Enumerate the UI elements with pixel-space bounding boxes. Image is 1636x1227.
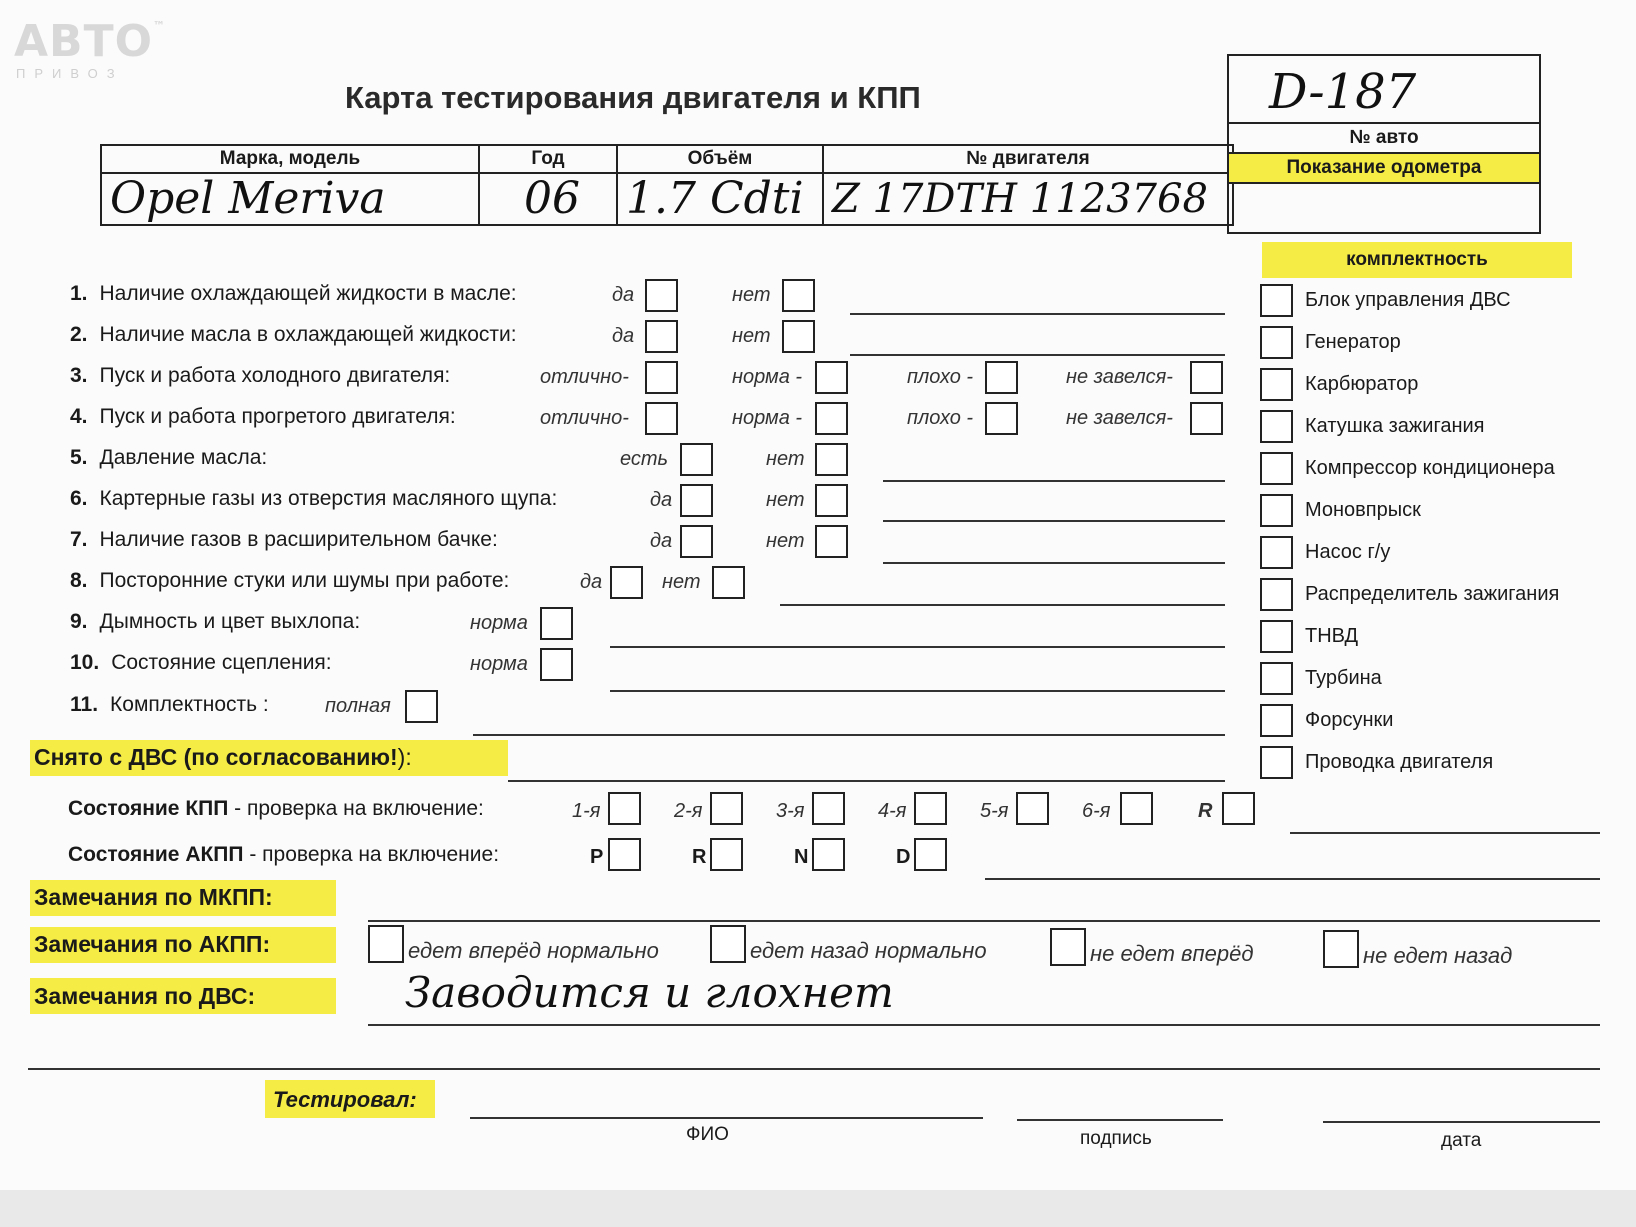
q6-no-checkbox[interactable] [815, 484, 848, 517]
question-2: 2. Наличие масла в охлаждающей жидкости: [70, 323, 517, 346]
q2-yes-checkbox[interactable] [645, 320, 678, 353]
completeness-checkbox-5[interactable] [1260, 452, 1293, 485]
q8-yes-checkbox[interactable] [610, 566, 643, 599]
signature-line [1017, 1119, 1223, 1121]
gear-4-checkbox[interactable] [914, 792, 947, 825]
mode-r-label: R [692, 846, 707, 868]
volume-value: 1.7 Cdti [617, 173, 823, 225]
q3-bad-checkbox[interactable] [985, 361, 1018, 394]
gear-1-label: 1-я [572, 800, 601, 822]
q8-note-line [780, 604, 1225, 606]
q9-normal-checkbox[interactable] [540, 607, 573, 640]
forward-ok-label: едет вперёд нормально [408, 938, 659, 963]
no-forward-label: не едет вперёд [1090, 941, 1254, 966]
year-label: Год [479, 145, 617, 173]
completeness-checkbox-2[interactable] [1260, 326, 1293, 359]
q6-note-line [883, 520, 1225, 522]
mode-d-label: D [896, 846, 911, 868]
completeness-item: Карбюратор [1305, 373, 1419, 395]
completeness-title: комплектность [1262, 242, 1572, 278]
date-line [1323, 1121, 1600, 1123]
backward-ok-checkbox[interactable] [710, 925, 746, 963]
q9-normal-label: норма [470, 612, 528, 634]
completeness-checkbox-8[interactable] [1260, 578, 1293, 611]
q6-no-label: нет [766, 489, 805, 511]
vehicle-header-table [100, 144, 1234, 226]
mkpp-remarks-label: Замечания по МКПП: [34, 884, 273, 910]
q5-no-checkbox[interactable] [815, 443, 848, 476]
backward-ok-label: едет назад нормально [750, 938, 987, 963]
q3-excellent-checkbox[interactable] [645, 361, 678, 394]
q4-normal-label: норма - [732, 407, 803, 429]
no-backward-checkbox[interactable] [1323, 930, 1359, 968]
completeness-item: Насос г/у [1305, 541, 1391, 563]
q8-yes-label: да [580, 571, 603, 593]
q4-normal-checkbox[interactable] [815, 402, 848, 435]
kpp-label: Состояние КПП - проверка на включение: [68, 797, 484, 820]
q2-note-line [850, 354, 1225, 356]
dvs-remarks-handwritten: Заводится и глохнет [405, 968, 894, 1017]
engine-number-label: № двигателя [823, 145, 1233, 173]
completeness-item: Генератор [1305, 331, 1401, 353]
q1-note-line [850, 313, 1225, 315]
completeness-checkbox-10[interactable] [1260, 662, 1293, 695]
q2-yes-label: да [612, 325, 635, 347]
odometer-label: Показание одометра [1229, 152, 1539, 184]
gear-3-label: 3-я [776, 800, 805, 822]
q11-full-checkbox[interactable] [405, 690, 438, 723]
q1-no-label: нет [732, 284, 771, 306]
gear-6-checkbox[interactable] [1120, 792, 1153, 825]
question-1: 1. Наличие охлаждающей жидкости в масле: [70, 282, 517, 305]
q7-yes-checkbox[interactable] [680, 525, 713, 558]
q10-normal-checkbox[interactable] [540, 648, 573, 681]
date-caption: дата [1441, 1130, 1482, 1151]
mode-p-checkbox[interactable] [608, 838, 641, 871]
completeness-checkbox-12[interactable] [1260, 746, 1293, 779]
q7-note-line [883, 562, 1225, 564]
completeness-checkbox-7[interactable] [1260, 536, 1293, 569]
question-11: 11. Комплектность : [70, 693, 269, 716]
q8-no-checkbox[interactable] [712, 566, 745, 599]
volume-label: Объём [617, 145, 823, 173]
q11-note-line [473, 734, 1225, 736]
q2-no-checkbox[interactable] [782, 320, 815, 353]
q10-normal-label: норма [470, 653, 528, 675]
q3-normal-label: норма - [732, 366, 803, 388]
q7-no-label: нет [766, 530, 805, 552]
mkpp-remarks-line [368, 920, 1600, 922]
gear-3-checkbox[interactable] [812, 792, 845, 825]
page-title: Карта тестирования двигателя и КПП [345, 80, 921, 115]
fio-caption: ФИО [686, 1124, 729, 1145]
kpp-note-line [1290, 832, 1600, 834]
q5-note-line [883, 480, 1225, 482]
question-8: 8. Посторонние стуки или шумы при работе: [70, 569, 510, 592]
mode-p-label: P [590, 846, 604, 868]
q4-excellent-checkbox[interactable] [645, 402, 678, 435]
mode-n-label: N [794, 846, 809, 868]
signature-caption: подпись [1080, 1128, 1152, 1149]
make-model-label: Марка, модель [101, 145, 479, 173]
q5-no-label: нет [766, 448, 805, 470]
q3-excellent-label: отлично- [540, 366, 629, 388]
q3-bad-label: плохо - [907, 366, 974, 388]
completeness-checkbox-11[interactable] [1260, 704, 1293, 737]
question-4: 4. Пуск и работа прогретого двигателя: [70, 405, 456, 428]
completeness-checkbox-1[interactable] [1260, 284, 1293, 317]
question-9: 9. Дымность и цвет выхлопа: [70, 610, 361, 633]
q1-yes-checkbox[interactable] [645, 279, 678, 312]
q8-no-label: нет [662, 571, 701, 593]
completeness-item: Компрессор кондиционера [1305, 457, 1555, 479]
q1-yes-label: да [612, 284, 635, 306]
q1-no-checkbox[interactable] [782, 279, 815, 312]
completeness-item: ТНВД [1305, 625, 1359, 647]
question-3: 3. Пуск и работа холодного двигателя: [70, 364, 451, 387]
q4-no-start-checkbox[interactable] [1190, 402, 1223, 435]
mode-n-checkbox[interactable] [812, 838, 845, 871]
gear-2-label: 2-я [674, 800, 703, 822]
q3-no-start-checkbox[interactable] [1190, 361, 1223, 394]
completeness-item: Распределитель зажигания [1305, 583, 1560, 605]
q7-yes-label: да [650, 530, 673, 552]
gear-r-checkbox[interactable] [1222, 792, 1255, 825]
q10-note-line [610, 690, 1225, 692]
completeness-checkbox-3[interactable] [1260, 368, 1293, 401]
mode-r-checkbox[interactable] [710, 838, 743, 871]
q4-excellent-label: отлично- [540, 407, 629, 429]
q5-present-checkbox[interactable] [680, 443, 713, 476]
gear-1-checkbox[interactable] [608, 792, 641, 825]
akpp-remarks-label: Замечания по АКПП: [34, 931, 271, 957]
q5-present-label: есть [620, 448, 669, 470]
question-10: 10. Состояние сцепления: [70, 651, 332, 674]
completeness-item: Турбина [1305, 667, 1382, 689]
gear-5-label: 5-я [980, 800, 1009, 822]
completeness-item: Моновпрыск [1305, 499, 1421, 521]
car-number-label: № авто [1229, 122, 1539, 152]
completeness-item: Проводка двигателя [1305, 751, 1494, 773]
mode-d-checkbox[interactable] [914, 838, 947, 871]
question-7: 7. Наличие газов в расширительном бачке: [70, 528, 498, 551]
q6-yes-label: да [650, 489, 673, 511]
q7-no-checkbox[interactable] [815, 525, 848, 558]
completeness-checkbox-4[interactable] [1260, 410, 1293, 443]
logo-subtitle: ПРИВОЗ [16, 66, 124, 81]
logo: АВТО™ [14, 16, 167, 67]
q4-no-start-label: не завелся- [1066, 407, 1173, 429]
year-value: 06 [479, 173, 617, 225]
car-number-box [1227, 54, 1541, 234]
q4-bad-checkbox[interactable] [985, 402, 1018, 435]
akpp-label: Состояние АКПП - проверка на включение: [68, 843, 500, 866]
engine-number-value: Z 17DTH 1123768 [823, 173, 1233, 225]
q4-bad-label: плохо - [907, 407, 974, 429]
dvs-remarks-label: Замечания по ДВС: [34, 983, 256, 1009]
completeness-item: Блок управления ДВС [1305, 289, 1511, 311]
no-forward-checkbox[interactable] [1050, 928, 1086, 966]
gear-5-checkbox[interactable] [1016, 792, 1049, 825]
question-5: 5. Давление масла: [70, 446, 268, 469]
completeness-checkbox-9[interactable] [1260, 620, 1293, 653]
q6-yes-checkbox[interactable] [680, 484, 713, 517]
dvs-remarks-line-2 [28, 1068, 1600, 1070]
car-number-value: D-187 [1269, 64, 1417, 120]
gear-4-label: 4-я [878, 800, 907, 822]
removed-line [508, 780, 1225, 782]
completeness-checkbox-6[interactable] [1260, 494, 1293, 527]
q11-full-label: полная [325, 695, 391, 717]
q3-normal-checkbox[interactable] [815, 361, 848, 394]
q3-no-start-label: не завелся- [1066, 366, 1173, 388]
tester-label: Тестировал: [273, 1087, 417, 1112]
dvs-remarks-line [368, 1024, 1600, 1026]
forward-ok-checkbox[interactable] [368, 925, 404, 963]
make-model-value: Opel Meriva [101, 173, 479, 225]
no-backward-label: не едет назад [1363, 943, 1513, 968]
removed-label: Снято с ДВС (по согласованию!): [34, 744, 412, 770]
q2-no-label: нет [732, 325, 771, 347]
completeness-item: Катушка зажигания [1305, 415, 1485, 437]
gear-6-label: 6-я [1082, 800, 1111, 822]
completeness-item: Форсунки [1305, 709, 1394, 731]
q9-note-line [610, 646, 1225, 648]
question-6: 6. Картерные газы из отверстия масляного щупа: [70, 487, 558, 510]
akpp-note-line [985, 878, 1600, 880]
gear-2-checkbox[interactable] [710, 792, 743, 825]
fio-line [470, 1117, 983, 1119]
gear-r-label: R [1198, 800, 1213, 822]
